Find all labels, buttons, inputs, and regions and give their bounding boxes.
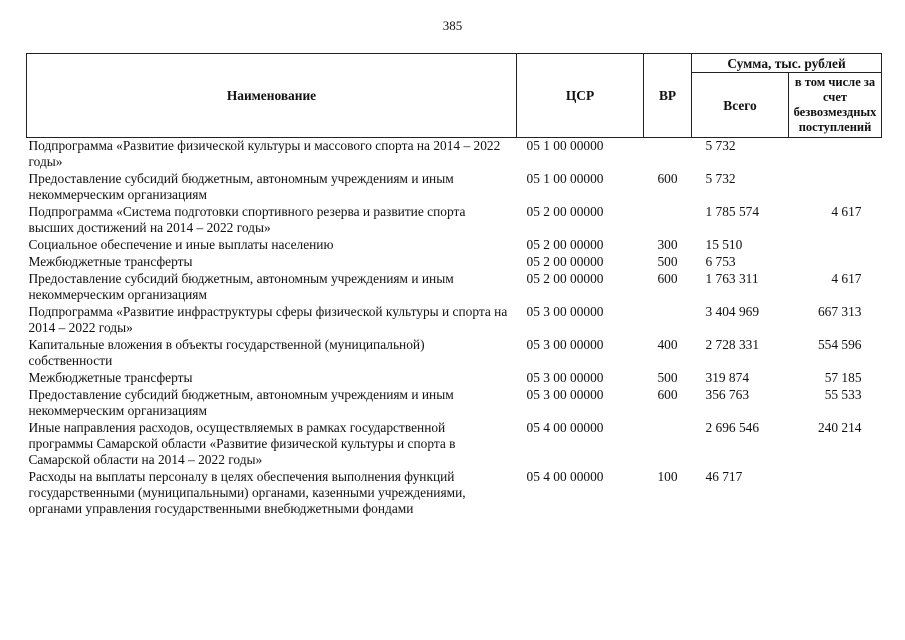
row-free-cell: 554 596 bbox=[817, 337, 862, 352]
row-total-cell: 15 510 bbox=[705, 237, 743, 252]
table-row bbox=[27, 254, 882, 271]
table-row bbox=[27, 237, 882, 254]
table-row bbox=[27, 387, 882, 420]
row-name-cell: Межбюджетные трансферты bbox=[28, 254, 193, 269]
page-number: 385 bbox=[442, 18, 463, 33]
row-name-cell: Предоставление субсидий бюджетным, автономным учреждениям и иным некоммерческим организациям bbox=[28, 171, 454, 202]
row-name-cell: Подпрограмма «Развитие инфраструктуры сферы физической культуры и спорта на 2014 – 2022 годы» bbox=[28, 304, 508, 335]
table-row bbox=[27, 469, 882, 518]
row-total-cell: 5 732 bbox=[705, 138, 736, 153]
row-csr-cell: 05 3 00 00000 bbox=[526, 337, 604, 352]
row-free-cell: 55 533 bbox=[824, 387, 862, 402]
row-free-cell bbox=[789, 237, 882, 254]
table-row bbox=[27, 171, 882, 204]
header-total: Всего bbox=[692, 73, 789, 138]
row-csr-cell: 05 4 00 00000 bbox=[526, 469, 604, 484]
row-free-cell bbox=[789, 138, 882, 172]
row-vr-cell: 600 bbox=[657, 271, 678, 286]
row-csr-cell: 05 1 00 00000 bbox=[526, 171, 604, 186]
row-vr-cell bbox=[644, 304, 692, 337]
row-total-cell: 46 717 bbox=[705, 469, 743, 484]
row-csr-cell: 05 3 00 00000 bbox=[526, 370, 604, 385]
row-total-cell: 1 763 311 bbox=[705, 271, 759, 286]
row-total-cell: 1 785 574 bbox=[705, 204, 760, 219]
row-csr-cell: 05 2 00 00000 bbox=[526, 237, 604, 252]
row-vr-cell bbox=[644, 204, 692, 237]
row-free-cell bbox=[789, 171, 882, 204]
row-total-cell: 356 763 bbox=[705, 387, 750, 402]
row-vr-cell bbox=[644, 138, 692, 172]
row-name-cell: Межбюджетные трансферты bbox=[28, 370, 193, 385]
budget-table bbox=[26, 53, 882, 518]
row-csr-cell: 05 4 00 00000 bbox=[526, 420, 604, 435]
row-vr-cell: 500 bbox=[657, 370, 678, 385]
row-vr-cell: 400 bbox=[657, 337, 678, 352]
row-csr-cell: 05 3 00 00000 bbox=[526, 304, 604, 319]
table-row bbox=[27, 337, 882, 370]
row-total-cell: 5 732 bbox=[705, 171, 736, 186]
row-free-cell: 57 185 bbox=[824, 370, 862, 385]
row-name-cell: Предоставление субсидий бюджетным, автономным учреждениям и иным некоммерческим организациям bbox=[28, 387, 454, 418]
row-vr-cell: 300 bbox=[657, 237, 678, 252]
row-name-cell: Предоставление субсидий бюджетным, автономным учреждениям и иным некоммерческим организациям bbox=[28, 271, 454, 302]
row-name-cell: Социальное обеспечение и иные выплаты населению bbox=[28, 237, 334, 252]
row-csr-cell: 05 2 00 00000 bbox=[526, 271, 604, 286]
header-free: в том числе за счет безвозмездных поступлений bbox=[789, 73, 882, 138]
row-vr-cell bbox=[644, 420, 692, 469]
row-vr-cell: 600 bbox=[657, 171, 678, 186]
row-name-cell: Иные направления расходов, осуществляемых в рамках государственной программы Самарской области «Развитие физической культуры и спорта в Самарской области на 2014 – 2022 годы» bbox=[28, 420, 456, 467]
table-row bbox=[27, 304, 882, 337]
row-total-cell: 6 753 bbox=[705, 254, 736, 269]
row-vr-cell: 600 bbox=[657, 387, 678, 402]
row-name-cell: Подпрограмма «Система подготовки спортивного резерва и развитие спорта высших достижений на 2014 – 2022 годы» bbox=[28, 204, 466, 235]
header-vr: ВР bbox=[644, 54, 692, 138]
row-name-cell: Расходы на выплаты персоналу в целях обеспечения выполнения функций государственными (муниципальными) органами, казенными учреждениями, органами управления государственными внебюджетными фондами bbox=[28, 469, 466, 516]
table-row bbox=[27, 370, 882, 387]
row-total-cell: 2 696 546 bbox=[705, 420, 760, 435]
row-vr-cell: 500 bbox=[657, 254, 678, 269]
row-total-cell: 3 404 969 bbox=[705, 304, 760, 319]
table-row bbox=[27, 138, 882, 172]
table-row bbox=[27, 271, 882, 304]
row-free-cell: 240 214 bbox=[817, 420, 862, 435]
table-row bbox=[27, 420, 882, 469]
row-free-cell: 4 617 bbox=[831, 271, 862, 286]
row-free-cell bbox=[789, 254, 882, 271]
table-header bbox=[27, 54, 882, 138]
header-sum-group: Сумма, тыс. рублей bbox=[692, 54, 882, 73]
row-csr-cell: 05 3 00 00000 bbox=[526, 387, 604, 402]
row-name-cell: Подпрограмма «Развитие физической культуры и массового спорта на 2014 – 2022 годы» bbox=[28, 138, 501, 169]
row-vr-cell: 100 bbox=[657, 469, 678, 484]
row-free-cell: 667 313 bbox=[817, 304, 862, 319]
row-total-cell: 2 728 331 bbox=[705, 337, 760, 352]
header-name: Наименование bbox=[27, 54, 517, 138]
table-row bbox=[27, 204, 882, 237]
row-free-cell: 4 617 bbox=[831, 204, 862, 219]
row-total-cell: 319 874 bbox=[705, 370, 750, 385]
row-csr-cell: 05 2 00 00000 bbox=[526, 254, 604, 269]
row-name-cell: Капитальные вложения в объекты государственной (муниципальной) собственности bbox=[28, 337, 425, 368]
header-csr: ЦСР bbox=[517, 54, 644, 138]
table-body bbox=[27, 138, 882, 519]
row-csr-cell: 05 1 00 00000 bbox=[526, 138, 604, 153]
row-csr-cell: 05 2 00 00000 bbox=[526, 204, 604, 219]
row-free-cell bbox=[789, 469, 882, 518]
